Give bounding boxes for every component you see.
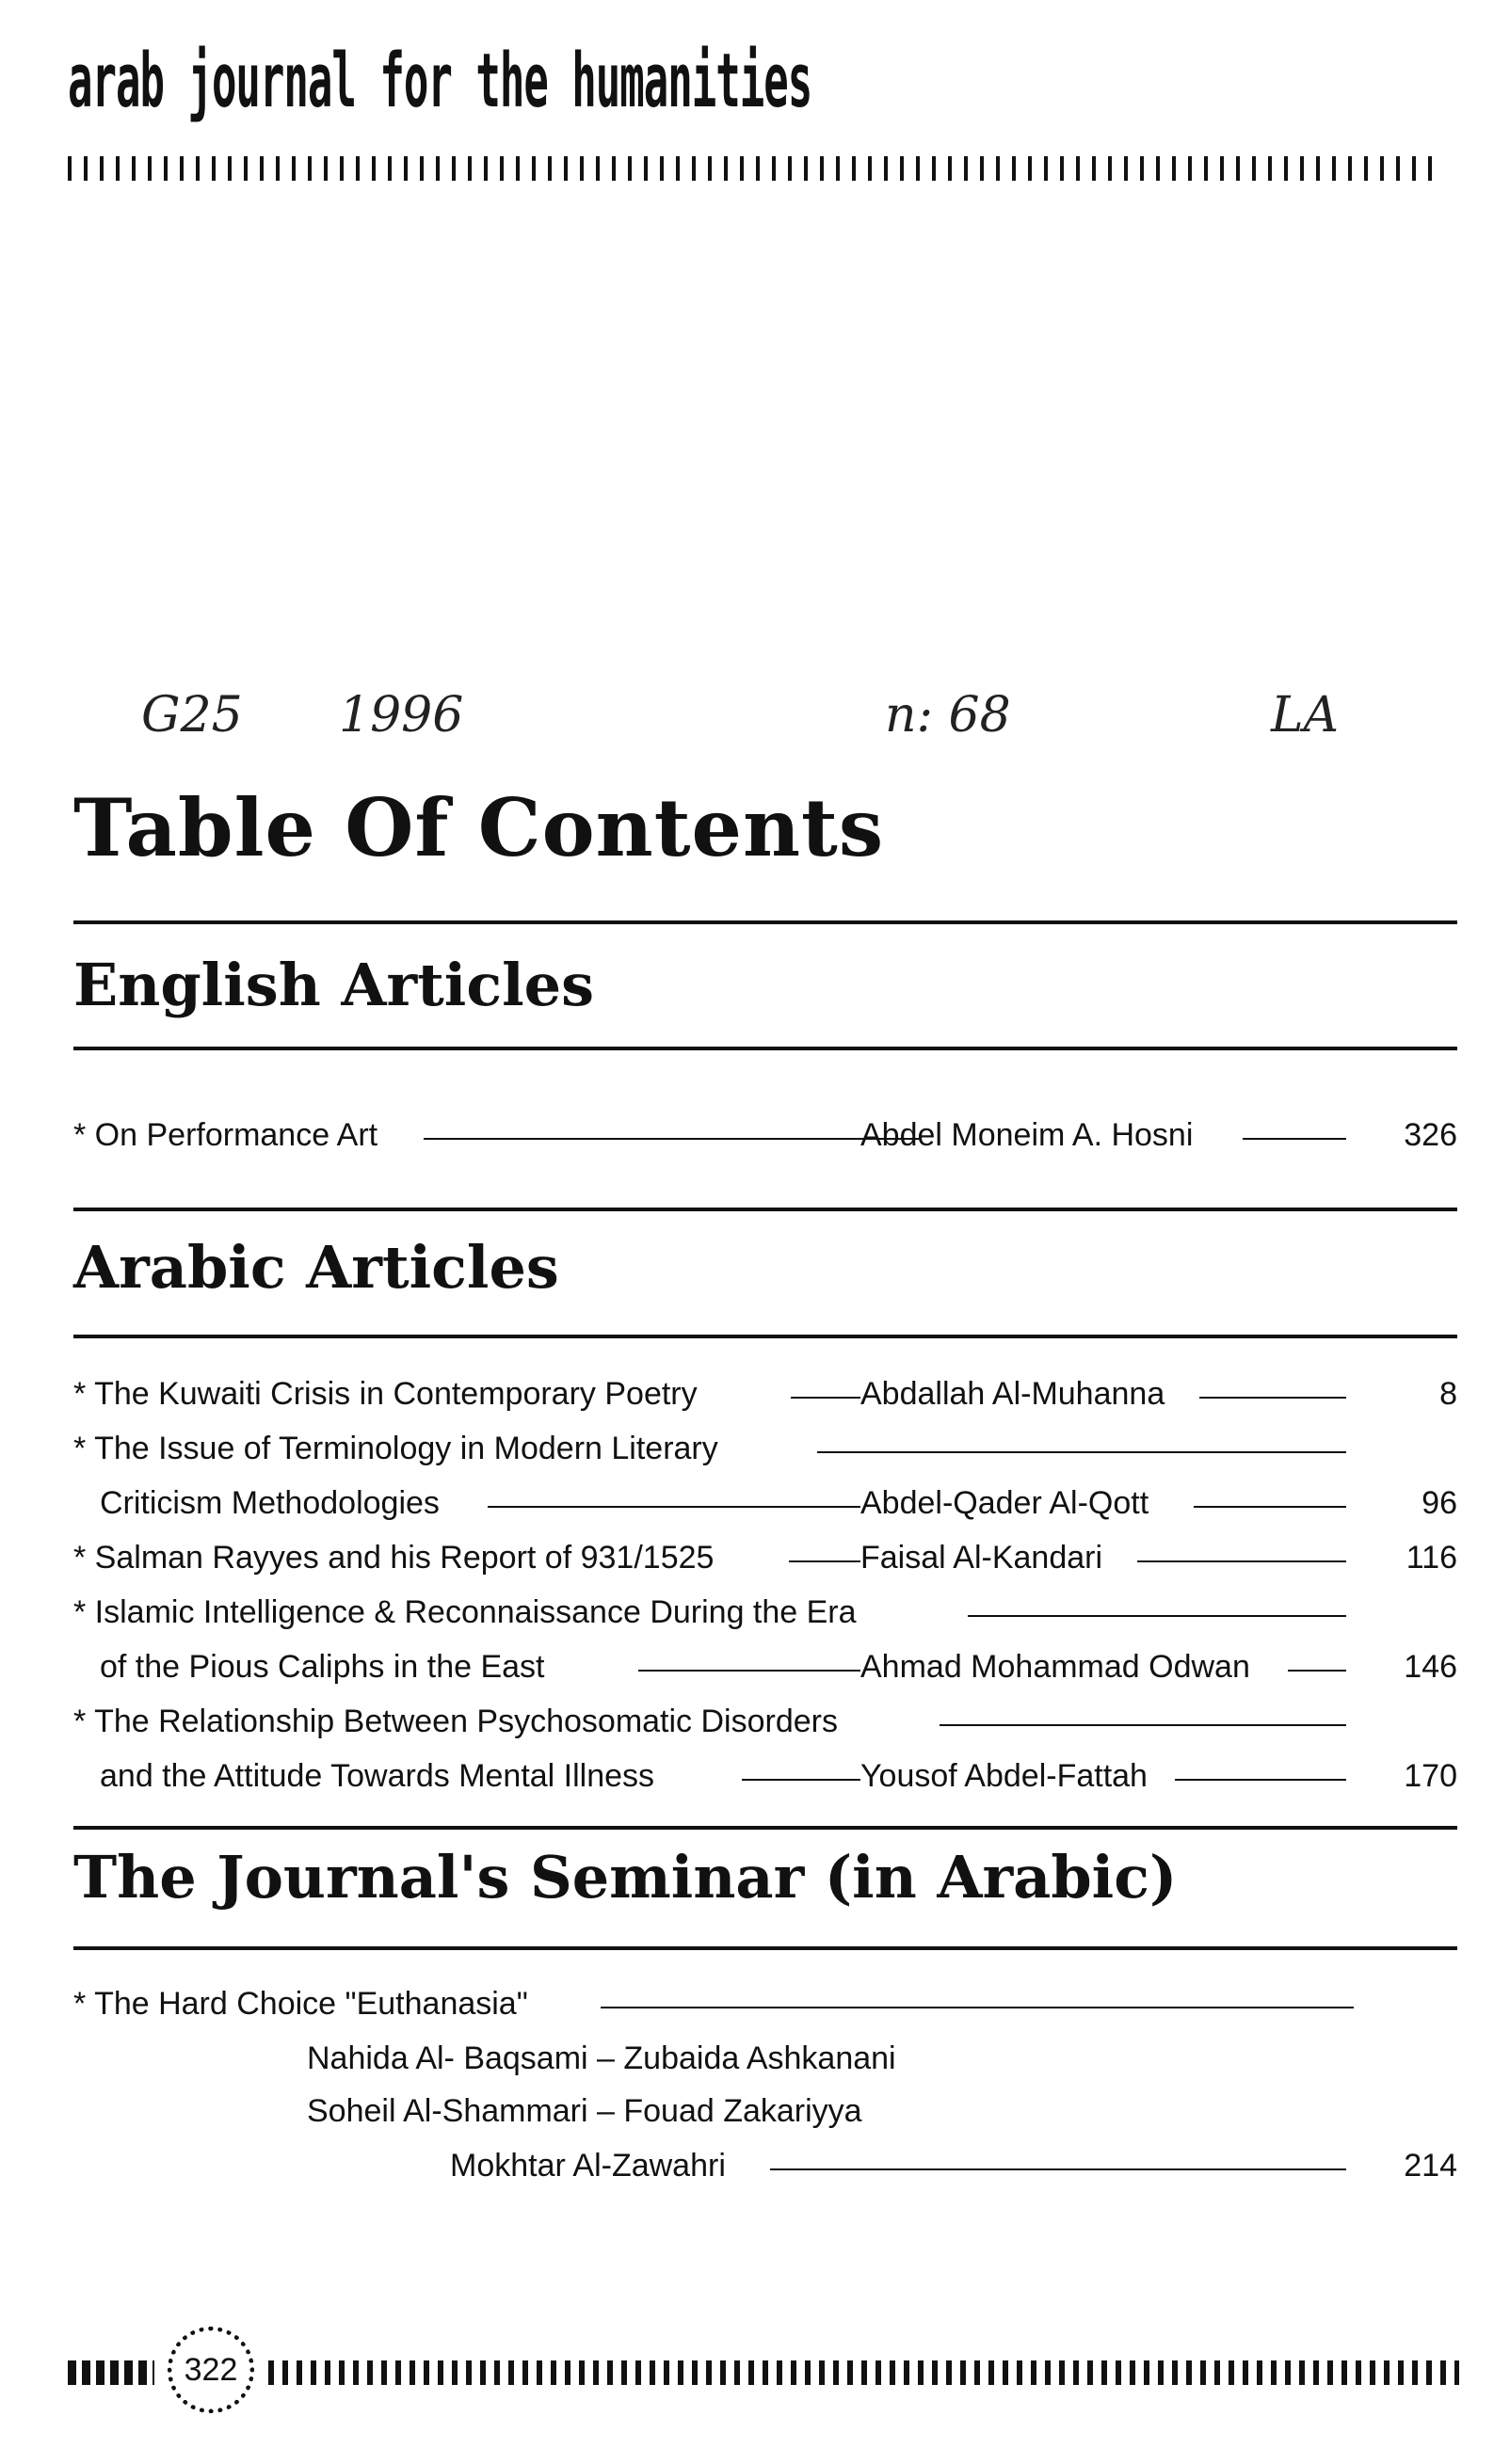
article-title: of the Pious Caliphs in the East [100, 1649, 545, 1685]
leader-line [424, 1138, 921, 1140]
article-author: Abdel Moneim A. Hosni [860, 1117, 1194, 1153]
toc-entry[interactable] [73, 1376, 1457, 1431]
page-number: 116 [1406, 1540, 1457, 1576]
section-title-english: English Articles [73, 951, 594, 1019]
article-title: * The Issue of Terminology in Modern Literary [73, 1431, 718, 1466]
article-author: Abdallah Al-Muhanna [860, 1376, 1165, 1412]
page-number: 8 [1439, 1376, 1457, 1412]
leader-line [817, 1451, 1346, 1453]
leader-line [1243, 1138, 1346, 1140]
page-number: 146 [1404, 1649, 1457, 1685]
article-author: Yousof Abdel-Fattah [860, 1758, 1148, 1794]
toc-entry[interactable] [73, 2148, 1457, 2202]
divider [73, 1826, 1457, 1830]
article-title: * The Hard Choice "Euthanasia" [73, 1986, 528, 2022]
toc-entry[interactable] [73, 1758, 1457, 1813]
divider [73, 920, 1457, 924]
divider [73, 1208, 1457, 1211]
toc-entry[interactable] [73, 1485, 1457, 1540]
page-number: 170 [1404, 1758, 1457, 1794]
article-author: Abdel-Qader Al-Qott [860, 1485, 1149, 1521]
leader-line [1288, 1670, 1346, 1672]
leader-line [601, 2007, 1354, 2008]
divider [73, 1335, 1457, 1338]
section-title-arabic: Arabic Articles [73, 1233, 559, 1302]
toc-entry-line[interactable] [73, 1431, 1457, 1485]
toc-entry[interactable] [73, 1540, 1457, 1594]
article-title: * Salman Rayyes and his Report of 931/1525 [73, 1540, 715, 1576]
leader-line [488, 1506, 860, 1508]
leader-line [791, 1397, 860, 1399]
article-author: Ahmad Mohammad Odwan [860, 1649, 1250, 1685]
toc-entry-line[interactable] [73, 1704, 1457, 1758]
masthead [68, 39, 812, 158]
leader-line [1137, 1560, 1346, 1562]
leader-line [968, 1615, 1346, 1617]
divider [73, 1047, 1457, 1050]
seminar-participants [73, 2093, 1457, 2148]
footer-bar-rule [268, 2360, 1459, 2385]
toc-entry-line[interactable] [73, 1594, 1457, 1649]
section-title-seminar: The Journal's Seminar (in Arabic) [73, 1843, 1178, 1912]
page-number: 96 [1422, 1485, 1457, 1521]
seminar-participants [73, 2040, 1457, 2095]
participants-line: Soheil Al-Shammari – Fouad Zakariyya [307, 2093, 862, 2129]
handwritten-note: LA [1271, 687, 1340, 744]
article-author: Faisal Al-Kandari [860, 1540, 1103, 1576]
leader-line [1199, 1397, 1346, 1399]
leader-line [1175, 1779, 1346, 1781]
page-number: 214 [1404, 2148, 1457, 2184]
article-title: * The Relationship Between Psychosomatic Disorders [73, 1704, 838, 1739]
leader-line [742, 1779, 860, 1781]
toc-entry[interactable] [73, 1649, 1457, 1704]
article-title: Criticism Methodologies [100, 1485, 440, 1521]
toc-entry[interactable] [73, 1117, 1457, 1172]
participants-line: Nahida Al- Baqsami – Zubaida Ashkanani [307, 2040, 896, 2076]
handwritten-note: n: 68 [885, 687, 1011, 744]
leader-line [770, 2168, 1346, 2170]
leader-line [1194, 1506, 1346, 1508]
toc-entry-line[interactable] [73, 1986, 1457, 2040]
page-number-badge: 322 [168, 2327, 254, 2413]
footer-bar-rule [68, 2360, 154, 2385]
article-title: * Islamic Intelligence & Reconnaissance During the Era [73, 1594, 857, 1630]
divider [73, 1946, 1457, 1950]
page-title: Table Of Contents [73, 781, 885, 874]
leader-line [789, 1560, 860, 1562]
article-title: * The Kuwaiti Crisis in Contemporary Poetry [73, 1376, 698, 1412]
masthead-bar-rule [68, 156, 1442, 181]
page-number: 326 [1404, 1117, 1457, 1153]
handwritten-note: 1996 [339, 687, 464, 744]
journal-name: arab journal for the humanities [68, 39, 812, 125]
participants-line: Mokhtar Al-Zawahri [450, 2148, 726, 2184]
handwritten-annotations [141, 687, 1365, 772]
handwritten-note: G25 [141, 687, 243, 744]
article-title: * On Performance Art [73, 1117, 378, 1153]
article-title: and the Attitude Towards Mental Illness [100, 1758, 655, 1794]
leader-line [940, 1724, 1346, 1726]
leader-line [638, 1670, 860, 1672]
